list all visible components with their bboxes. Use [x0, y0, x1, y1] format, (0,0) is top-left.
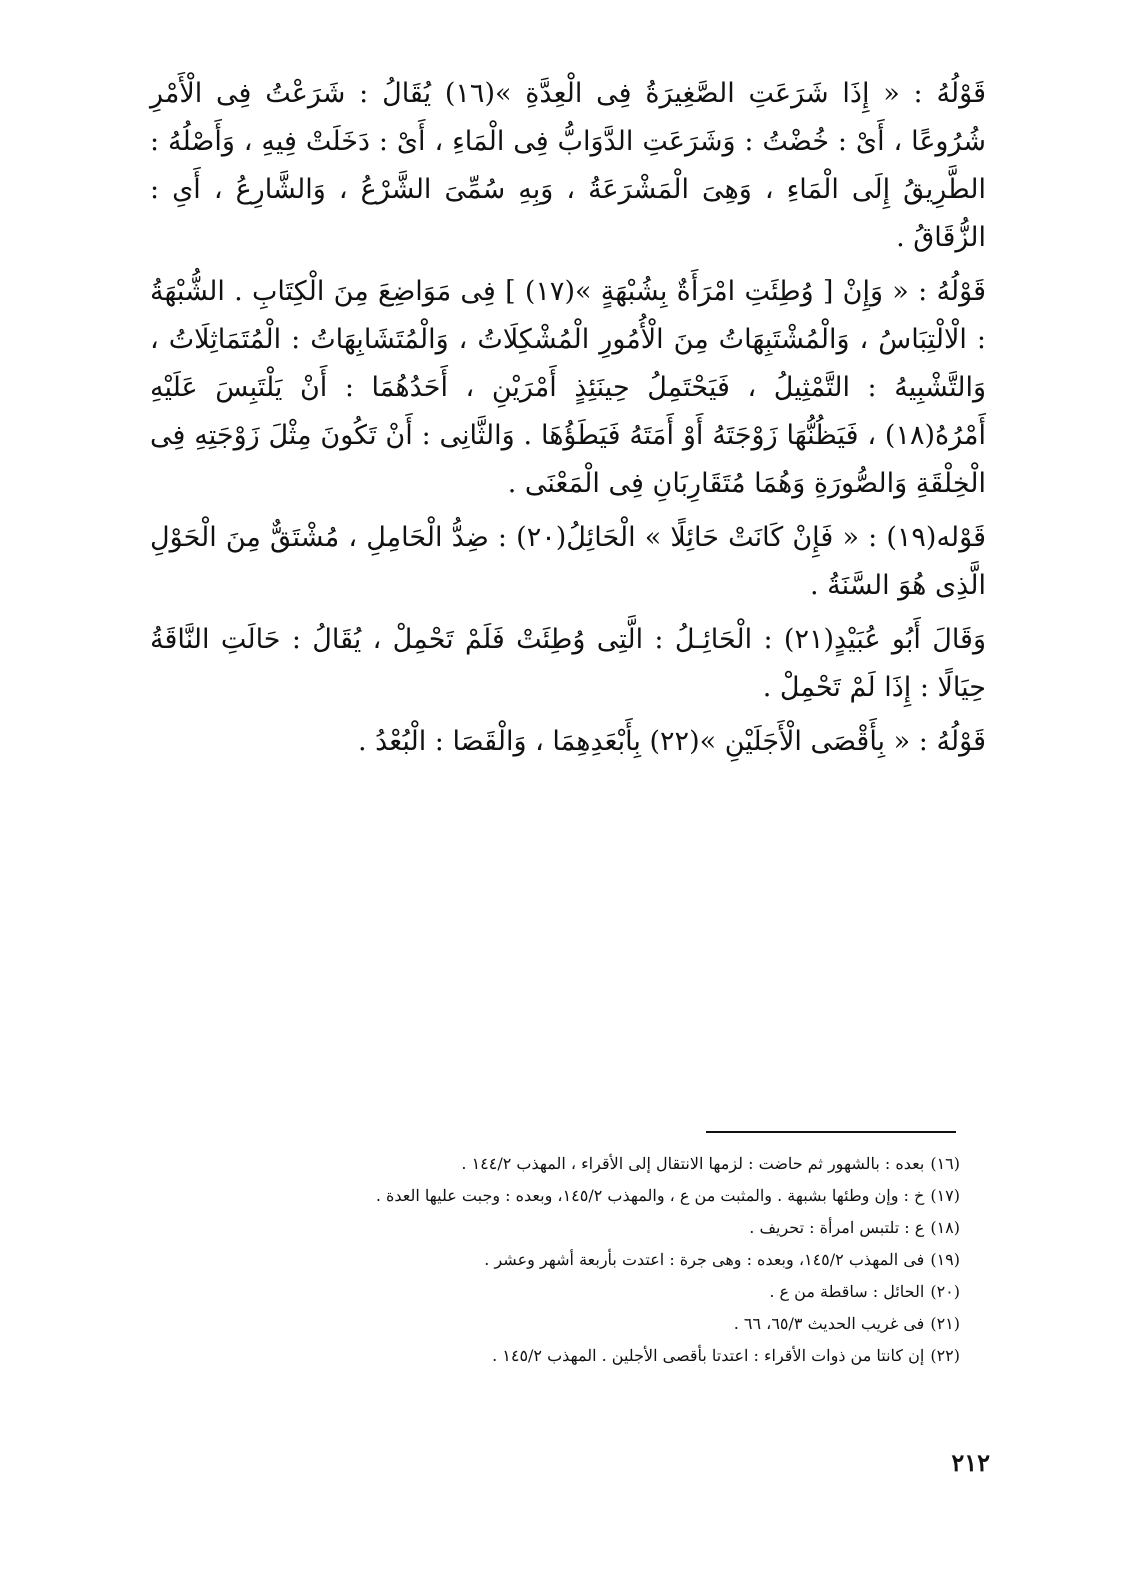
footnote-text: بعده : بالشهور ثم حاضت : لزمها الانتقال إلى الأقراء ، المهذب ١٤٤/٢ .: [461, 1154, 925, 1173]
paragraph: قَوْلُهُ : « إِذَا شَرَعَتِ الصَّغِيرَةُ فِى الْعِدَّةِ »(١٦) يُقَالُ : شَرَعْتُ فِى الْأَمْرِ شُرُوعًا ، أَىْ : خُضْتُ : وَشَرَعَتِ الدَّوَابُّ فِى الْمَاءِ ، أَىْ : دَخَلَتْ فِيهِ ، وَأَصْلُهُ : الطَّرِيقُ إِلَى الْمَاءِ ، وَهِىَ الْمَشْرَعَةُ ، وَبِهِ سُمِّىَ الشَّرْعُ ، وَالشَّارِعُ ، أَىِ : الزُّقَاقُ .: [150, 78, 986, 253]
footnote: [170, 1340, 960, 1372]
footnote: [170, 1148, 960, 1180]
paragraph: قَوْلُهُ : « وَإِنْ [ وُطِئَتِ امْرَأَةٌ بِشُبْهَةٍ »(١٧) ] فِى مَوَاضِعَ مِنَ الْكِتَابِ . الشُّبْهَةُ : الْالْتِبَاسُ ، وَالْمُشْتَبِهَاتُ مِنَ الْأُمُورِ الْمُشْكِلَاتُ ، وَالْمُتَشَابِهَاتُ : الْمُتَمَاثِلَاتُ ، وَالتَّشْبِيهُ : التَّمْثِيلُ ، فَيَحْتَمِلُ حِينَئِذٍ أَمْرَيْنِ ، أَحَدُهُمَا : أَنْ يَلْتَبِسَ عَلَيْهِ أَمْرُهُ(١٨) ، فَيَظُنُّهَا زَوْجَتَهُ أَوْ أَمَتَهُ فَيَطَؤُهَا . وَالثَّانِى : أَنْ تَكُونَ مِثْلَ زَوْجَتِهِ فِى الْخِلْقَةِ وَالصُّورَةِ وَهُمَا مُتَقَارِبَانِ فِى الْمَعْنَى .: [150, 276, 986, 499]
main-text: [150, 70, 986, 772]
footnote-text: إن كانتا من ذوات الأقراء : اعتدتا بأقصى الأجلين . المهذب ١٤٥/٢ .: [492, 1346, 925, 1365]
footnote: [170, 1244, 960, 1276]
footnote-number: (٢١): [930, 1314, 960, 1333]
footnote-number: (١٩): [930, 1250, 960, 1269]
footnote: [170, 1308, 960, 1340]
footnote-text: فى المهذب ١٤٥/٢، وبعده : وهى جرة : اعتدت بأربعة أشهر وعشر .: [484, 1250, 925, 1269]
footnote-text: الحائل : ساقطة من ع .: [769, 1282, 925, 1301]
page-number: ٢١٢: [951, 1448, 990, 1477]
footnote-number: (١٨): [930, 1218, 960, 1237]
footnote-number: (١٦): [930, 1154, 960, 1173]
footnote: [170, 1180, 960, 1212]
footnote-text: خ : وإن وطئها بشبهة . والمثبت من ع ، والمهذب ١٤٥/٢، وبعده : وجبت عليها العدة .: [375, 1186, 925, 1205]
footnotes: [170, 1148, 960, 1372]
footnote-text: ع : تلتبس امرأة : تحريف .: [749, 1218, 925, 1237]
footnote-number: (١٧): [930, 1186, 960, 1205]
paragraph: وَقَالَ أَبُو عُبَيْدٍ(٢١) : الْحَائِـلُ : الَّتِى وُطِئَتْ فَلَمْ تَحْمِلْ ، يُقَالُ : حَالَتِ النَّاقَةُ حِيَالًا : إِذَا لَمْ تَحْمِلْ .: [150, 624, 987, 703]
footnote: [170, 1276, 960, 1308]
footnote-text: فى غريب الحديث ٦٥/٣، ٦٦ .: [733, 1314, 925, 1333]
paragraph: قَوْلُهُ : « بِأَقْصَى الْأَجَلَيْنِ »(٢٢) بِأَبْعَدِهِمَا ، وَالْقَصَا : الْبُعْدُ .: [357, 726, 986, 757]
footnote-separator: [706, 1131, 956, 1133]
footnote-number: (٢٢): [930, 1346, 960, 1365]
footnote: [170, 1212, 960, 1244]
footnote-number: (٢٠): [930, 1282, 960, 1301]
paragraph: قَوْله(١٩) : « فَإِنْ كَانَتْ حَائِلًا » الْحَائِلُ(٢٠) : ضِدُّ الْحَامِلِ ، مُشْتَقٌّ مِنَ الْحَوْلِ الَّذِى هُوَ السَّنَةُ .: [150, 522, 986, 601]
